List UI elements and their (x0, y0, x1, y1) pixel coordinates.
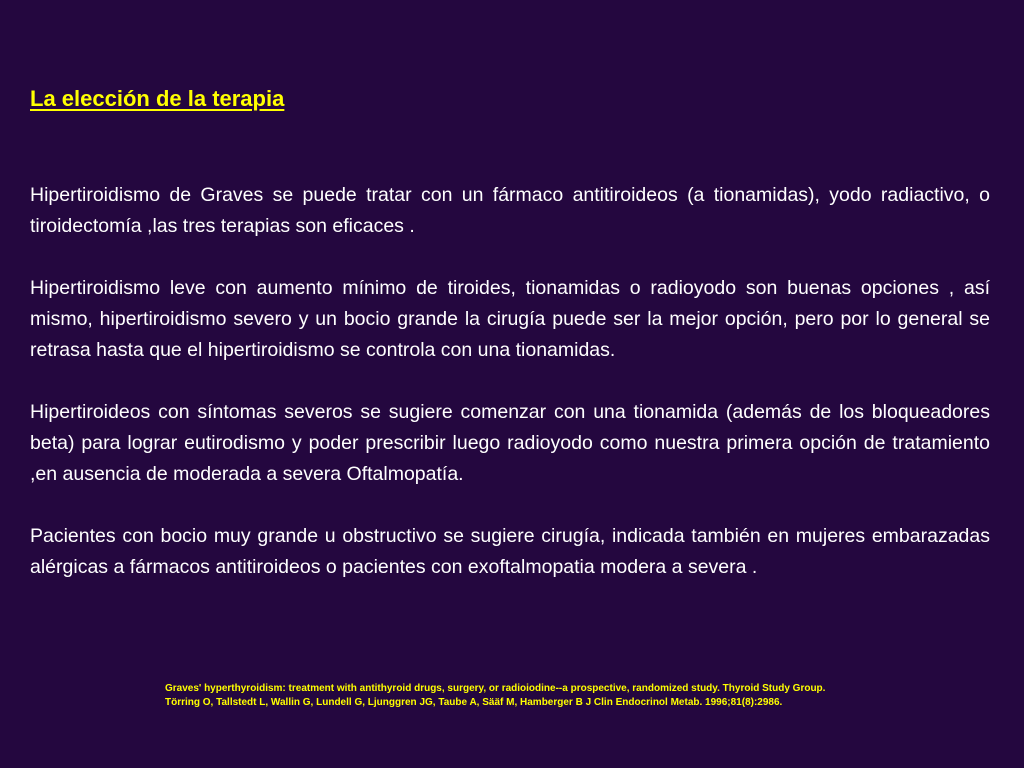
slide-title: La elección de la terapia (30, 86, 285, 111)
paragraph-severe-symptoms: Hipertiroideos con síntomas severos se sugiere comenzar con una tionamida (además de los bloqueadores beta) para lograr eutirodismo y poder prescribir luego radioyodo como nuestra primera opción de tratamiento ,en ausencia de moderada a severa Oftalmopatía. (30, 401, 990, 485)
citation-reference (165, 682, 965, 710)
paragraph-therapies: Hipertiroidismo de Graves se puede tratar con un fármaco antitiroideos (a tionamidas), yodo radiactivo, o tiroidectomía ,las tres terapias son eficaces . (30, 184, 990, 237)
paragraph-large-goiter: Pacientes con bocio muy grande u obstructivo se sugiere cirugía, indicada también en mujeres embarazadas alérgicas a fármacos antitiroideos o pacientes con exoftalmopatia modera a severa . (30, 525, 990, 578)
citation-authors-line: Törring O, Tallstedt L, Wallin G, Lundell G, Ljunggren JG, Taube A, Sääf M, Hamberger B J Clin Endocrinol Metab. 1996;81(8):2986. (165, 697, 783, 708)
citation-title-line: Graves' hyperthyroidism: treatment with antithyroid drugs, surgery, or radioiodine--a prospective, randomized study. Thyroid Study Group. (165, 683, 826, 694)
paragraph-mild-hyperthyroidism: Hipertiroidismo leve con aumento mínimo de tiroides, tionamidas o radioyodo son buenas opciones , así mismo, hipertiroidismo severo y un bocio grande la cirugía puede ser la mejor opción, pero por lo general se retrasa hasta que el hipertiroidismo se controla con una tionamidas. (30, 277, 990, 361)
slide-body (30, 180, 990, 614)
